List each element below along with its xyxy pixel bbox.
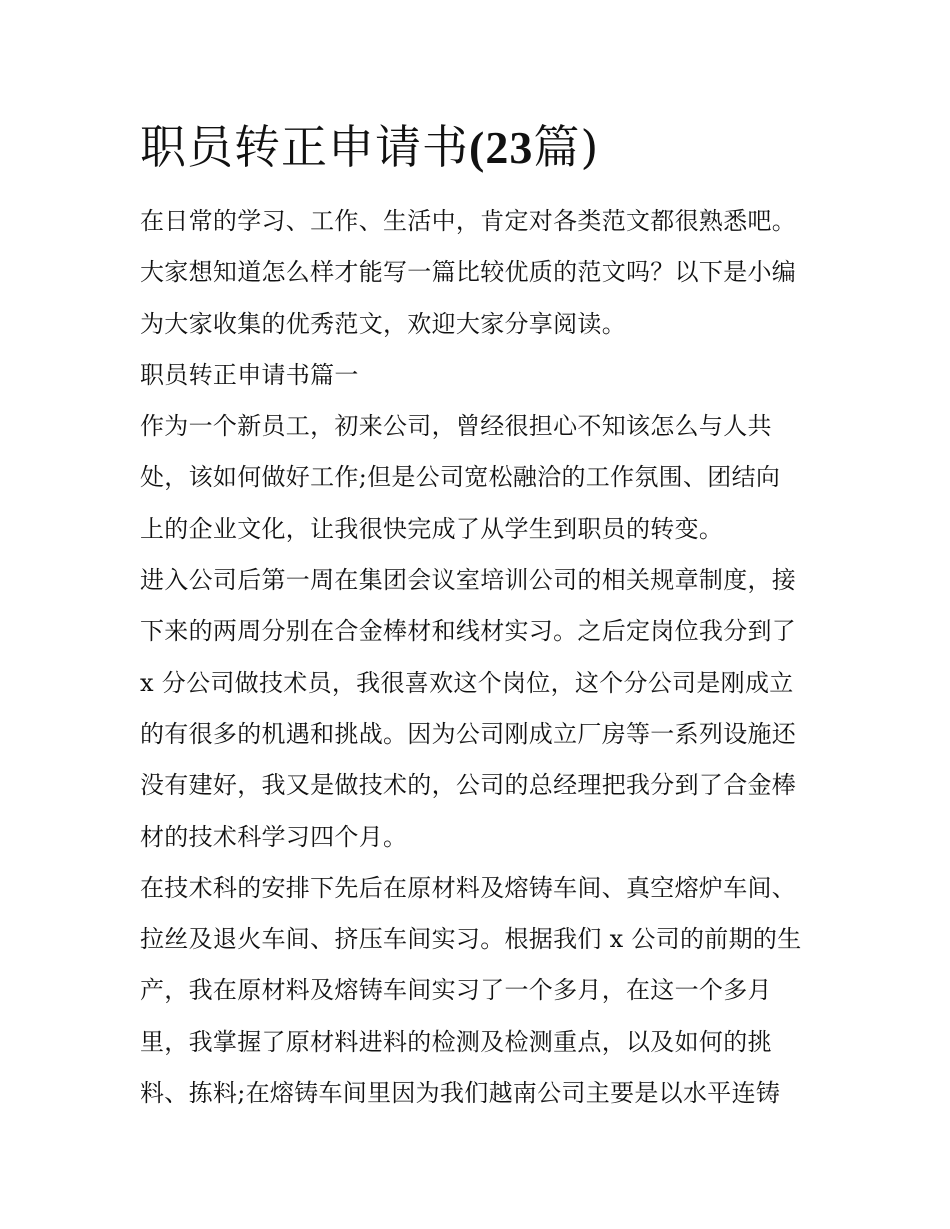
- text-line: 处，该如何做好工作;但是公司宽松融洽的工作氛围、团结向: [140, 463, 781, 492]
- section-heading: 职员转正申请书篇一: [140, 360, 359, 389]
- text-line: 大家想知道怎么样才能写一篇比较优质的范文吗？以下是小编: [140, 258, 797, 287]
- text-line: 进入公司后第一周在集团会议室培训公司的相关规章制度，接: [140, 566, 797, 595]
- text-line: 的有很多的机遇和挑战。因为公司刚成立厂房等一系列设施还: [140, 719, 797, 748]
- text-line: 在技术科的安排下先后在原材料及熔铸车间、真空熔炉车间、: [140, 873, 797, 902]
- text-line: 上的企业文化，让我很快完成了从学生到职员的转变。: [140, 514, 724, 543]
- document-body: [140, 196, 830, 1119]
- text-line: 材的技术科学习四个月。: [140, 822, 408, 851]
- text-line: 在日常的学习、工作、生活中，肯定对各类范文都很熟悉吧。: [140, 207, 797, 235]
- title-count: (23: [469, 122, 534, 173]
- text-line: 没有建好，我又是做技术的，公司的总经理把我分到了合金棒: [140, 771, 797, 800]
- text-line: 拉丝及退火车间、挤压车间实习。根据我们 x 公司的前期的生: [140, 925, 802, 954]
- title-text: 职员转正申请书: [140, 120, 469, 174]
- document-title: [140, 112, 599, 183]
- text-line: 产，我在原材料及熔铸车间实习了一个多月，在这一个多月: [140, 976, 772, 1005]
- text-line: x 分公司做技术员，我很喜欢这个岗位，这个分公司是刚成立: [140, 668, 794, 697]
- title-suffix: 篇): [533, 120, 600, 174]
- text-line: 作为一个新员工，初来公司，曾经很担心不知该怎么与人共: [140, 412, 772, 441]
- text-line: 下来的两周分别在合金棒材和线材实习。之后定岗位我分到了: [140, 617, 797, 646]
- text-line: 为大家收集的优秀范文，欢迎大家分享阅读。: [140, 309, 626, 338]
- text-line: 料、拣料;在熔铸车间里因为我们越南公司主要是以水平连铸: [140, 1079, 781, 1108]
- text-line: 里，我掌握了原材料进料的检测及检测重点，以及如何的挑: [140, 1027, 772, 1056]
